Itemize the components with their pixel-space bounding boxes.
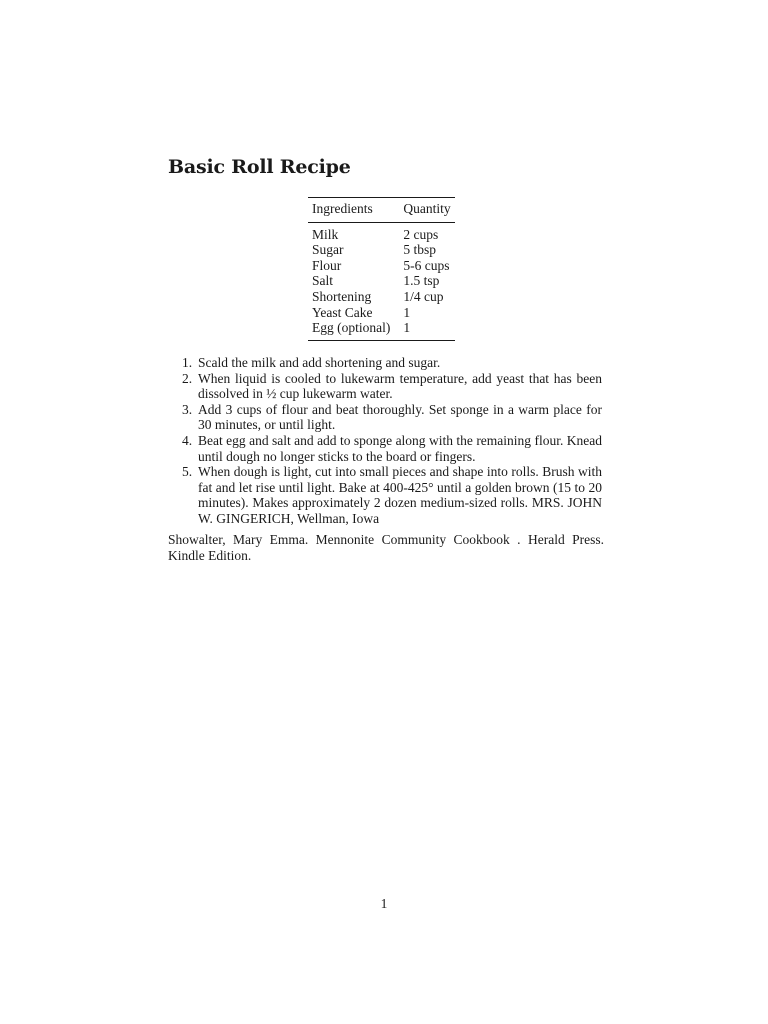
- ingredient-quantity: 1: [403, 304, 411, 320]
- step-text: Beat egg and salt and add to sponge along with the remaining flour. Knead until dough no longer sticks to the board or fingers.: [198, 432, 602, 464]
- ingredient-name: Flour: [312, 257, 342, 273]
- step-text: When dough is light, cut into small pieces and shape into rolls. Brush with fat and let rise until light. Bake at 400-425° until a golden brown (15 to 20 minutes). Makes approximately 2 dozen medium-sized rolls. MRS. JOHN W. GINGERICH, Wellman, Iowa: [198, 464, 602, 526]
- list-item: [182, 464, 602, 526]
- step-number: 3.: [182, 401, 193, 417]
- ingredient-quantity: 1/4 cup: [403, 288, 444, 304]
- header-quantity: Quantity: [403, 201, 451, 216]
- list-item: [182, 371, 602, 402]
- list-item: [182, 355, 602, 371]
- source-citation: Showalter, Mary Emma. Mennonite Community Cookbook . Herald Press. Kindle Edition.: [168, 532, 604, 563]
- step-text: Add 3 cups of flour and beat thoroughly. Set sponge in a warm place for 30 minutes, or until light.: [198, 401, 602, 433]
- step-text: Scald the milk and add shortening and sugar.: [198, 355, 441, 370]
- list-item: [182, 402, 602, 433]
- table-row: [308, 222, 455, 242]
- recipe-title: Basic Roll Recipe: [168, 156, 351, 178]
- table-row: [308, 258, 455, 274]
- ingredient-quantity: 5-6 cups: [403, 257, 450, 273]
- step-number: 2.: [182, 370, 193, 386]
- instructions-list: [182, 355, 602, 527]
- table-row: [308, 320, 455, 340]
- ingredient-quantity: 1: [403, 320, 411, 336]
- step-number: 1.: [182, 355, 193, 370]
- step-number: 4.: [182, 432, 193, 448]
- ingredients-table: [308, 197, 455, 341]
- list-item: [182, 433, 602, 464]
- ingredient-quantity: 2 cups: [403, 226, 439, 242]
- ingredient-name: Egg (optional): [312, 320, 391, 336]
- ingredient-name: Shortening: [312, 288, 372, 304]
- table-row: [308, 305, 455, 321]
- ingredient-name: Salt: [312, 273, 334, 289]
- ingredient-name: Sugar: [312, 242, 344, 258]
- page-number: 1: [380, 896, 388, 911]
- table-header-row: [308, 198, 455, 223]
- step-text: When liquid is cooled to lukewarm temperature, add yeast that has been dissolved in ½ cup lukewarm water.: [198, 370, 602, 402]
- ingredient-quantity: 1.5 tsp: [403, 273, 440, 289]
- ingredient-name: Milk: [312, 226, 339, 242]
- step-number: 5.: [182, 464, 193, 480]
- table-row: [308, 289, 455, 305]
- table-row: [308, 242, 455, 258]
- ingredient-quantity: 5 tbsp: [403, 242, 436, 258]
- header-ingredients: Ingredients: [312, 201, 373, 216]
- table-row: [308, 273, 455, 289]
- ingredient-name: Yeast Cake: [312, 304, 373, 320]
